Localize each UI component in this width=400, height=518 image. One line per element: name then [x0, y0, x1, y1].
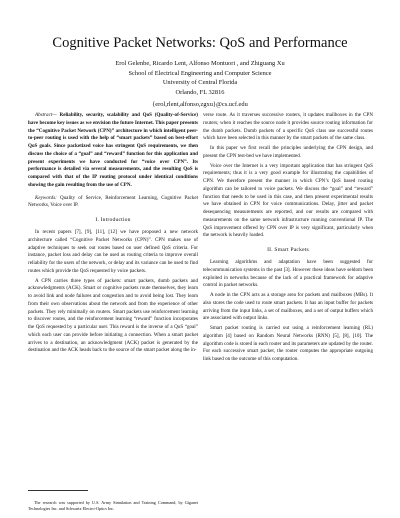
intro-paragraph-1: In recent papers [7], [9], [11], [12] we have proposed a new network architecture called “Cognitive Packet Networks (CPN)”. CPN makes use of adaptive techniques to seek out routes based on user defined QoS criteria. For instance, packet loss and delay can be used as routing criteria to improve overall reliability for the users of the network, or delay and its variance can be used to find routes which provide the QoS requested by voice packets. [28, 229, 198, 274]
paper-title: Cognitive Packet Networks: QoS and Performance [52, 35, 348, 51]
right-column [203, 112, 373, 518]
smart-packets-paragraph-1: Learning algorithms and adaptation have been suggested for telecommunication systems in the past [3]. However these ideas have seldom been exploited in networks because of the lack of a practical framework for adaptive control in packet networks. [203, 259, 373, 289]
abstract [28, 112, 198, 190]
intro-paragraph-4: In this paper we first recall the principles underlying the CPN design, and present the CPN test-bed we have implemented. [203, 145, 373, 159]
smart-packets-paragraph-2: A node in the CPN acts as a storage area for packets and mailboxes (MBs). It also stores the code used to route smart packets. It has an input buffer for packets arriving from the input links, a set of mailboxes, and a set of output buffers which are associated with output links. [203, 292, 373, 322]
affiliation-school: School of Electrical Engineering and Computer Science [128, 69, 272, 77]
author-email: {erol,rlent,alfonso,zgxu}@cs.ucf.edu [152, 101, 248, 108]
intro-paragraph-3: verse route. As it traverses successive routers, it updates mailboxes in the CPN routers; when it reaches the source node it provides source routing information for the dumb packets. Dumb packets of a specific QoS class use successful routes which have been selected in this manner by the smart packets of the same class. [203, 112, 373, 142]
intro-paragraph-2: A CPN carries three types of packets: smart packets, dumb packets and acknowledgments (ACK). Smart or cognitive packets route themselves, they learn to avoid link and node failures and congestion and to avoid being lost. They learn from their own observations about the network and from the experience of other packets. They rely minimally on routers. Smart packets use reinforcement learning to discover routes, and the reinforcement learning “reward” function incorporates the QoS requested by a particular user. This reward is the inverse of a QoS “goal” which each user can provide before initiating a connection. When a smart packet arrives to a destination, an acknowledgment (ACK) packet is generated by the destination and the ACK heads back to the source of the smart packet along the in- [28, 277, 198, 354]
affiliation-university: University of Central Florida [162, 79, 238, 87]
section-heading-smart-packets: II. Smart Packets [267, 247, 309, 253]
author-list: Erol Gelenbe, Ricardo Lent, Alfonso Montuori , and Zhiguang Xu [115, 60, 285, 67]
keywords-lead: Keywords: [35, 194, 57, 201]
affiliation-city: Orlando, FL 32816 [175, 88, 225, 96]
footnote-divider [28, 490, 88, 491]
keywords-text: Quality of Service, Reinforcement Learning, Cognitive Packet Networks, Voice over IP. [28, 194, 198, 209]
funding-footnote: The research was supported by U.S. Army Simulation and Training Command, by Giganet Technologies Inc. and Schwartz Electro-Optics Inc. [28, 500, 198, 511]
abstract-text: Reliability, security, scalability and QoS (Quality-of-Service) have become key issues as we envision the future Internet. This paper presents the “Cognitive Packet Network (CPN)” architecture in which intelligent peer-to-peer routing is used with the help of “smart packets” based on best-effort QoS goals. Since packetized voice has stringent QoS requirements, we then discuss the choice of a “goal” and “reward” function for this application and present experiments we have conducted for “voice over CPN”. Its performance is detailed via several measurements, and the resulting QoS is compared with that of the IP routing protocol under identical conditions showing the gain resulting from the use of CPN. [28, 112, 198, 188]
smart-packets-paragraph-3: Smart packet routing is carried out using a reinforcement learning (RL) algorithm [4] based on Random Neural Networks (RNN) [5], [8], [10]. The algorithm code is stored in each router and its parameters are updated by the router. For each successive smart packet, the router computes the appropriate outgoing link based on the outcome of this computation. [203, 325, 373, 362]
left-column [28, 112, 198, 518]
section-heading-introduction: I. Introduction [95, 217, 131, 223]
intro-paragraph-5: Voice over the Internet is a very important application that has stringent QoS requirements; thus it is a very good example for illustrating the capabilities of CPN. We therefore present the manner in which CPN’s QoS based routing algorithm can be tailored to voice packets. We discuss the “goal” and “reward” function that needs to be used in this case, and then present experimental results we have obtained in CPN for voice communications. Delay, jitter and packet desequencing measurements are reported, and our results are compared with measurements on the same network infrastructure running conventional IP. The QoS improvement offered by CPN over IP is very significant, particularly when the network is heavily loaded. [203, 162, 373, 239]
keywords [28, 195, 198, 211]
abstract-lead: Abstract— [35, 112, 57, 118]
